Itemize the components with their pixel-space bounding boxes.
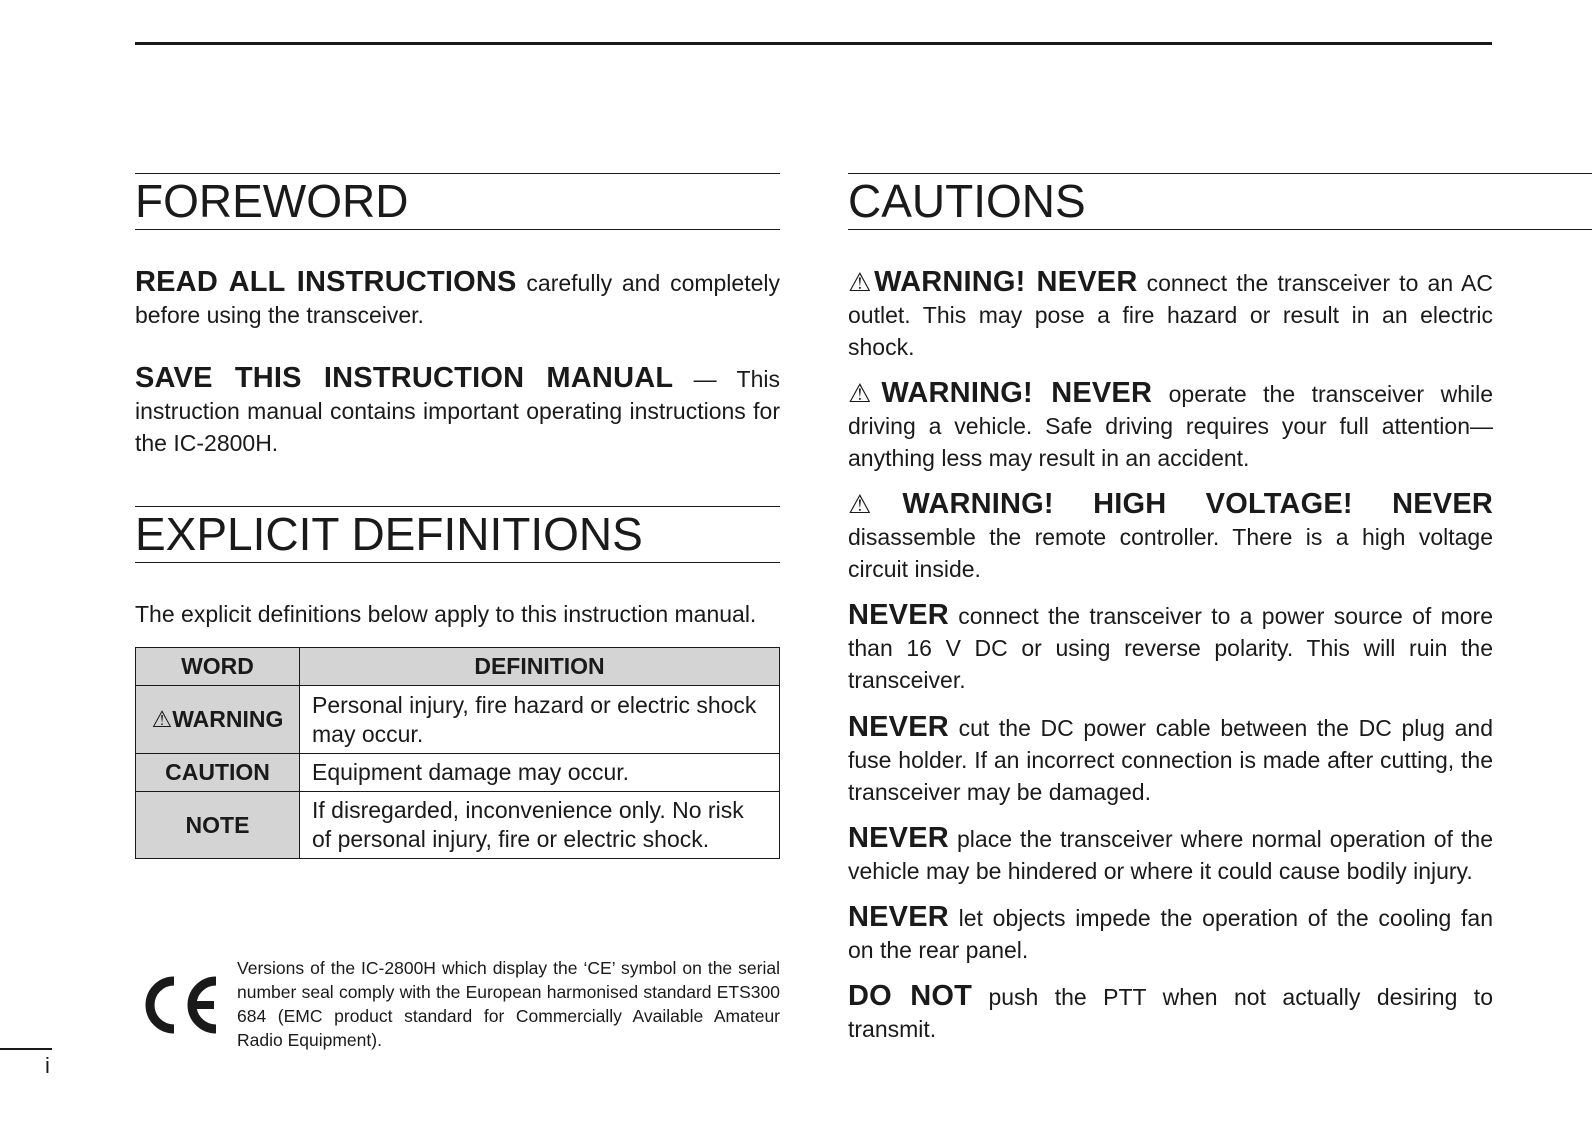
warning-triangle-icon: ⚠ [848,489,903,519]
foreword-title: FOREWORD [135,173,780,230]
caution-bold: NEVER [848,711,949,743]
caution-item [848,822,1493,887]
caution-text: cut the DC power cable between the DC plug and fuse holder. If an incorrect connection is made after cutting, the transceiver may be damaged. [848,715,1493,805]
caution-bold: WARNING! HIGH VOLTAGE! NEVER [902,488,1494,520]
ce-notice-text: Versions of the IC-2800H which display the ‘CE’ symbol on the serial number seal comply with the European harmonised standard ETS300 684 (EMC product standard for Commercially Available Amateur Radio Equipment). [237,958,780,1050]
caution-text: let objects impede the operation of the cooling fan on the rear panel. [848,905,1493,963]
warning-triangle-icon: ⚠ [848,378,882,408]
foreword-save-manual [135,362,780,459]
warning-triangle-icon: ⚠ [848,267,875,297]
definitions-intro: The explicit definitions below apply to this instruction manual. [135,601,757,627]
definitions-title: EXPLICIT DEFINITIONS [135,506,780,563]
table-row [136,792,780,859]
save-manual-text: — This instruction manual contains important operating instructions for the IC-2800H. [135,366,780,456]
caution-text: operate the transceiver while driving a vehicle. Safe driving requires your full attention—anything less may result in an accident. [848,381,1493,471]
definition-cell: Equipment damage may occur. [300,754,780,792]
table-row [136,686,780,754]
caution-item [848,711,1493,808]
caution-bold: WARNING! NEVER [874,266,1138,298]
top-rule [135,42,1492,45]
warning-triangle-icon: ⚠ [151,706,173,732]
word-caution: CAUTION [136,754,300,792]
definition-cell: If disregarded, inconvenience only. No risk of personal injury, fire or electric shock. [300,792,780,859]
caution-item [848,266,1493,363]
caution-bold: DO NOT [848,980,973,1012]
caution-text: connect the transceiver to a power source of more than 16 V DC or using reverse polarity. This will ruin the transceiver. [848,603,1493,693]
definition-cell: Personal injury, fire hazard or electric shock may occur. [300,686,780,754]
caution-item [848,488,1493,585]
caution-item [848,377,1493,474]
caution-bold: NEVER [848,901,949,933]
caution-item [848,901,1493,966]
ce-mark-logo [140,973,220,1037]
word-note: NOTE [136,792,300,859]
table-row [136,754,780,792]
caution-bold: WARNING! NEVER [881,377,1153,409]
read-instructions-bold: READ ALL INSTRUCTIONS [135,266,517,298]
caution-item [848,599,1493,696]
header-definition: DEFINITION [300,648,780,686]
caution-text: disassemble the remote controller. There is a high voltage circuit inside. [848,524,1493,582]
page-number-rule [0,1048,52,1050]
word-cell [136,686,300,754]
read-instructions-text: carefully and completely before using the transceiver. [135,270,780,328]
caution-text: connect the transceiver to an AC outlet. This may pose a fire hazard or result in an electric shock. [848,270,1493,360]
caution-text: push the PTT when not actually desiring to transmit. [848,984,1493,1042]
word-warning: WARNING [172,706,284,732]
foreword-read-instructions [135,266,780,331]
header-word: WORD [136,648,300,686]
page-number: i [45,1053,50,1078]
save-manual-bold: SAVE THIS INSTRUCTION MANUAL [135,362,674,394]
definitions-header-row [136,648,780,686]
definitions-table [135,647,780,859]
caution-bold: NEVER [848,599,949,631]
cautions-title: CAUTIONS [848,173,1592,230]
caution-text: place the transceiver where normal operation of the vehicle may be hindered or where it could cause bodily injury. [848,826,1493,884]
caution-bold: NEVER [848,822,949,854]
caution-item [848,980,1493,1045]
